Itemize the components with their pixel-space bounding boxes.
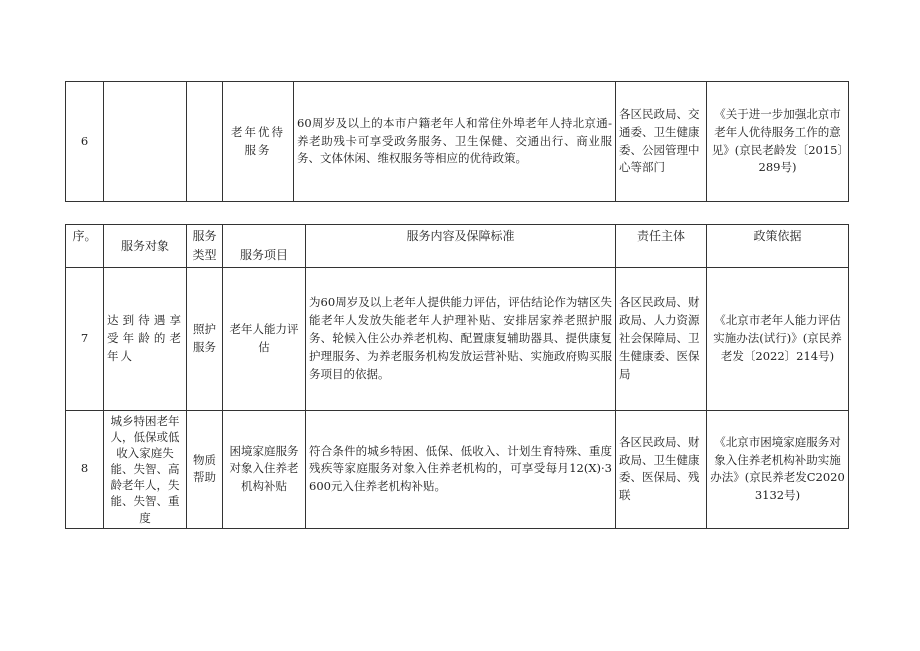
row-number: 8: [66, 411, 104, 529]
header-item: 服务项目: [223, 225, 306, 268]
responsible-cell: 各区民政局、交通委、卫生健康委、公园管理中心等部门: [616, 82, 707, 202]
row-number: 7: [66, 268, 104, 411]
header-no: 序。: [66, 225, 104, 268]
service-content-cell: 60周岁及以上的本市户籍老年人和常住外埠老年人持北京通-养老助残卡可享受政务服务、卫生保健、交通出行、商业服务、文体休闲、维权服务等相应的优待政策。: [294, 82, 616, 202]
policy-basis-cell: 《北京市老年人能力评估实施办法(试行)》(京民养老发〔2022〕214号): [707, 268, 849, 411]
service-item-cell: 老年优待服务: [223, 82, 294, 202]
policy-basis-cell: 《关于进一步加强北京市老年人优待服务工作的意见》(京民老龄发〔2015〕289号): [707, 82, 849, 202]
service-object-cell: 城乡特困老年人，低保或低收入家庭失能、失智、高龄老年人，失能、失智、重度: [104, 411, 187, 529]
row-number: 6: [66, 82, 104, 202]
responsible-cell: 各区民政局、财政局、人力资源社会保障局、卫生健康委、医保局: [616, 268, 707, 411]
service-type-cell: 照护服务: [187, 268, 223, 411]
table-row: [66, 82, 849, 202]
service-content-cell: 符合条件的城乡特困、低保、低收入、计划生育特殊、重度残疾等家庭服务对象入住养老机构的，可享受每月12(X)·3600元入住养老机构补贴。: [306, 411, 616, 529]
header-basis: 政策依据: [707, 225, 849, 268]
service-object-cell: [104, 82, 187, 202]
header-type: 服务类型: [187, 225, 223, 268]
header-content: 服务内容及保障标准: [306, 225, 616, 268]
table-row: [66, 268, 849, 411]
header-object: 服务对象: [104, 225, 187, 268]
policy-basis-cell: 《北京市困境家庭服务对象入住养老机构补助实施办法》(京民养老发C20203132号): [707, 411, 849, 529]
policy-table-top: [65, 81, 849, 202]
service-type-cell: [187, 82, 223, 202]
service-type-cell: 物质帮助: [187, 411, 223, 529]
responsible-cell: 各区民政局、财政局、卫生健康委、医保局、残联: [616, 411, 707, 529]
service-object-cell: 达到待遇享受年龄的老年人: [104, 268, 187, 411]
service-item-cell: 困境家庭服务对象入住养老机构补贴: [223, 411, 306, 529]
table-row: [66, 411, 849, 529]
header-responsible: 责任主体: [616, 225, 707, 268]
service-item-cell: 老年人能力评估: [223, 268, 306, 411]
table-header-row: [66, 225, 849, 268]
policy-table-main: [65, 224, 849, 529]
service-content-cell: 为60周岁及以上老年人提供能力评估，评估结论作为辖区失能老年人发放失能老年人护理补贴、安排居家养老照护服务、轮候入住公办养老机构、配置康复辅助器具、提供康复护理服务、为养老服务机构发放运营补贴、实施政府购买服务项目的依据。: [306, 268, 616, 411]
